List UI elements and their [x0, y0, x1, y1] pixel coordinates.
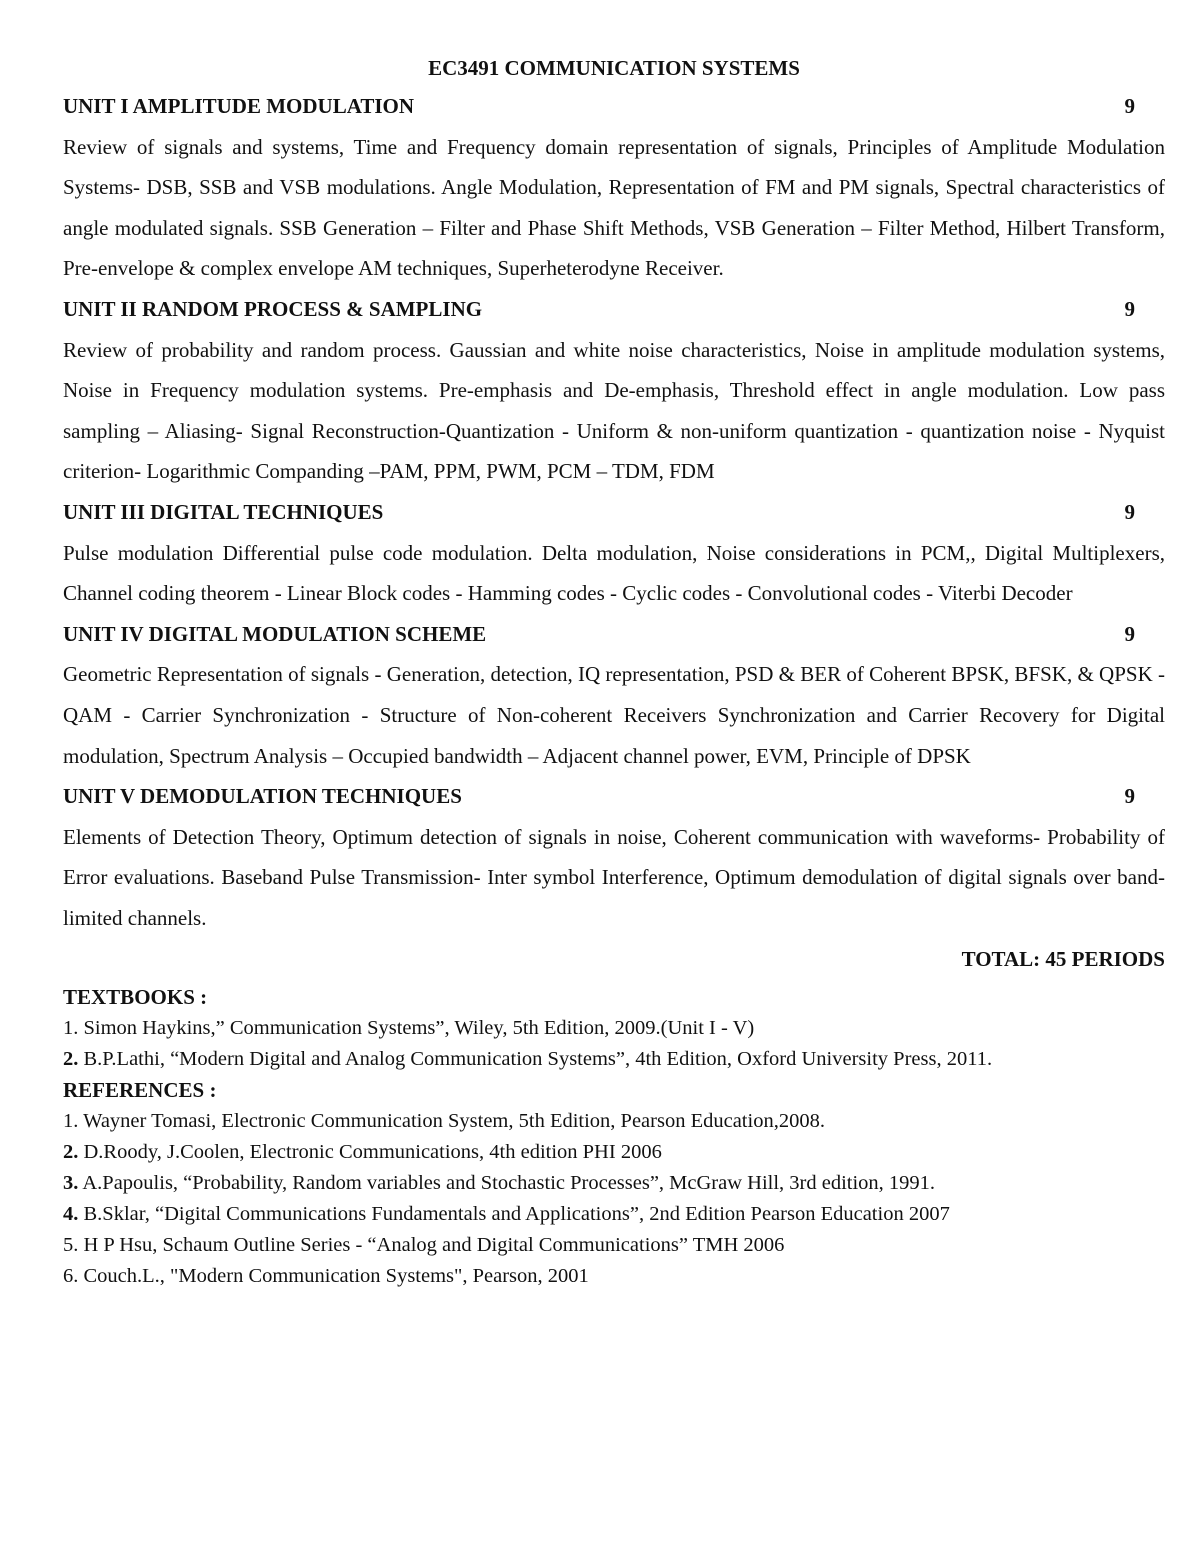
item-number: 5.: [63, 1234, 79, 1257]
unit-title: UNIT V DEMODULATION TECHNIQUES: [63, 784, 462, 809]
unit-title: UNIT IV DIGITAL MODULATION SCHEME: [63, 621, 487, 646]
item-text: B.Sklar, “Digital Communications Fundamentals and Applications”, 2nd Edition Pearson Education 2007: [78, 1203, 950, 1226]
total-periods: TOTAL: 45 PERIODS: [961, 947, 1165, 972]
item-number: 3.: [63, 1172, 79, 1195]
reference-item: [63, 1261, 1165, 1292]
item-text: Wayner Tomasi, Electronic Communication System, 5th Edition, Pearson Education,2008.: [78, 1110, 825, 1133]
syllabus-page: [63, 54, 1165, 1292]
unit-hours: 9: [1124, 784, 1135, 809]
textbook-item: [63, 1013, 1165, 1044]
unit-header: [63, 86, 1165, 127]
item-text: A.Papoulis, “Probability, Random variables and Stochastic Processes”, McGraw Hill, 3rd edition, 1991.: [78, 1172, 936, 1195]
item-number: 2.: [63, 1141, 79, 1164]
reference-item: [63, 1137, 1165, 1168]
unit-header: [63, 776, 1165, 817]
unit-content: Review of probability and random process. Gaussian and white noise characteristics, Noise in amplitude modulation systems, Noise in Frequency modulation systems. Pre-emphasis and De-emphasis, Threshold effect in angle modulation. Low pass sampling – Aliasing- Signal Reconstruction-Quantization - Uniform & non-uniform quantization - quantization noise - Nyquist criterion- Logarithmic Companding –PAM, PPM, PWM, PCM – TDM, FDM: [63, 337, 1165, 484]
item-number: 1.: [63, 1017, 79, 1040]
unit-hours: 9: [1124, 296, 1135, 321]
textbooks-heading: TEXTBOOKS :: [63, 985, 208, 1010]
item-text: B.P.Lathi, “Modern Digital and Analog Communication Systems”, 4th Edition, Oxford University Press, 2011.: [78, 1048, 993, 1071]
unit-content: Pulse modulation Differential pulse code modulation. Delta modulation, Noise considerations in PCM,, Digital Multiplexers, Channel coding theorem - Linear Block codes - Hamming codes - Cyclic codes - Convolutional codes - Viterbi Decoder: [63, 540, 1165, 606]
reference-item: [63, 1199, 1165, 1230]
item-text: D.Roody, J.Coolen, Electronic Communications, 4th edition PHI 2006: [78, 1141, 662, 1164]
unit-title: UNIT I AMPLITUDE MODULATION: [63, 94, 415, 118]
unit-hours: 9: [1124, 621, 1135, 646]
textbook-item: [63, 1044, 1165, 1075]
unit-3: [63, 492, 1165, 614]
unit-header: [63, 492, 1165, 533]
reference-item: [63, 1230, 1165, 1261]
unit-content: Geometric Representation of signals - Generation, detection, IQ representation, PSD & BER of Coherent BPSK, BFSK, & QPSK - QAM - Carrier Synchronization - Structure of Non-coherent Receivers Synchronization and Carrier Recovery for Digital modulation, Spectrum Analysis – Occupied bandwidth – Adjacent channel power, EVM, Principle of DPSK: [63, 662, 1165, 768]
item-text: Couch.L., "Modern Communication Systems", Pearson, 2001: [78, 1265, 589, 1288]
unit-1: [63, 86, 1165, 289]
item-number: 2.: [63, 1048, 79, 1071]
unit-4: [63, 614, 1165, 776]
item-number: 6.: [63, 1265, 79, 1288]
reference-item: [63, 1106, 1165, 1137]
unit-2: [63, 289, 1165, 492]
unit-content: Review of signals and systems, Time and Frequency domain representation of signals, Principles of Amplitude Modulation Systems- DSB, SSB and VSB modulations. Angle Modulation, Representation of FM and PM signals, Spectral characteristics of angle modulated signals. SSB Generation – Filter and Phase Shift Methods, VSB Generation – Filter Method, Hilbert Transform, Pre-envelope & complex envelope AM techniques, Superheterodyne Receiver.: [63, 134, 1165, 281]
item-number: 1.: [63, 1110, 79, 1133]
unit-title: UNIT II RANDOM PROCESS & SAMPLING: [63, 296, 483, 321]
references-heading: REFERENCES :: [63, 1078, 217, 1103]
unit-hours: 9: [1124, 499, 1135, 524]
unit-content: Elements of Detection Theory, Optimum detection of signals in noise, Coherent communication with waveforms- Probability of Error evaluations. Baseband Pulse Transmission- Inter symbol Interference, Optimum demodulation of digital signals over band-limited channels.: [63, 824, 1165, 930]
item-text: Simon Haykins,” Communication Systems”, Wiley, 5th Edition, 2009.(Unit I - V): [78, 1017, 755, 1040]
item-text: H P Hsu, Schaum Outline Series - “Analog and Digital Communications” TMH 2006: [78, 1234, 785, 1257]
unit-header: [63, 614, 1165, 655]
unit-hours: 9: [1124, 94, 1135, 118]
document-title: EC3491 COMMUNICATION SYSTEMS: [428, 56, 800, 80]
unit-title: UNIT III DIGITAL TECHNIQUES: [63, 499, 384, 524]
reference-item: [63, 1168, 1165, 1199]
unit-header: [63, 289, 1165, 330]
item-number: 4.: [63, 1203, 79, 1226]
unit-5: [63, 776, 1165, 938]
